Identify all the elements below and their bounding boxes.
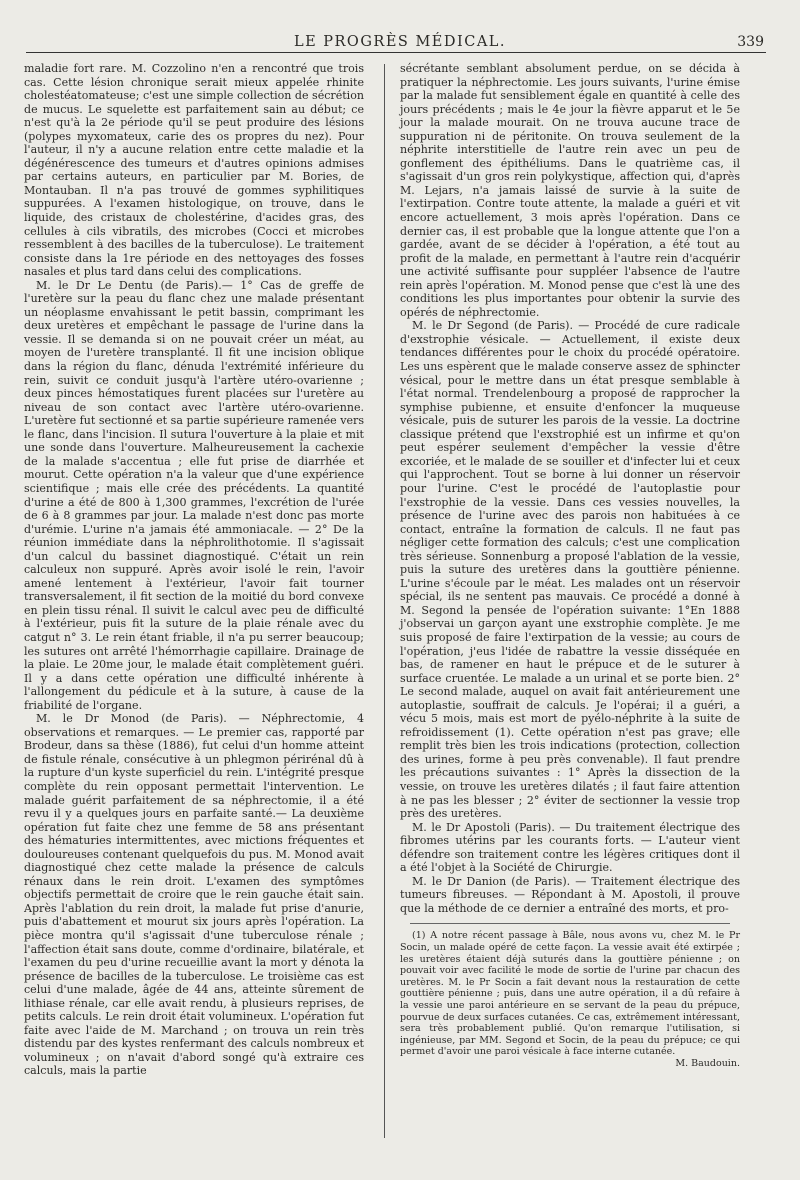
footnote-signature: M. Baudouin. bbox=[675, 1057, 740, 1069]
paragraph-monod: M. le Dr Monod (de Paris). — Néphrectomie, 4 observations et remarques. — Le premier cas, rapporté par Brodeur, dans sa thèse (1886), fut celui d'un homme atteint de fistule rénale, consécutive à un phlegmon périrénal dû à la rupture d'un kyste superficiel du rein. L'intégrité presque complète du rein opposant permettait l'intervention. Le malade guérit parfaitement de sa néphrectomie, il a été revu il y a quelques jours en parfaite santé.— La deuxième opération fut faite chez une femme de 58 ans présentant des hématuries intermittentes, avec mictions fréquentes et douloureuses contenant quelquefois du pus. M. Monod avait diagnostiqué chez cette malade la présence de calculs rénaux dans le rein droit. L'examen des symptômes objectifs permettait de croire que le rein gauche était sain. Après l'ablation du rein droit, la malade fut prise d'anurie, puis d'abattement et mourut six jours après l'opération. La pièce montra qu'il s'agissait d'une tuberculose rénale ; l'affection était sans doute, comme d'ordinaire, bilatérale, et l'examen du peu d'urine recueillie avant la mort y dénota la présence de bacilles de la tuberculose. Le troisième cas est celui d'une malade, âgée de 44 ans, atteinte sûrement de lithiase rénale, car elle avait rendu, à plusieurs reprises, de petits calculs. Le rein droit était volumineux. L'opération fut faite avec l'aide de M. Marchand ; on trouva un rein très distendu par des kystes renfermant des calculs nombreux et volumineux ; on n'avait d'abord songé qu'à extraire ces calculs, mais la partie bbox=[24, 712, 364, 1078]
paragraph-segond: M. le Dr Segond (de Paris). — Procédé de cure radicale d'exstrophie vésicale. — Actuellement, il existe deux tendances différentes pour le choix du procédé opératoire. Les uns espèrent que le malade conserve assez de sphincter vésical, pour le mettre dans un état presque semblable à l'état normal. Trendelenbourg a proposé de rapprocher la symphise pubienne, et ensuite d'enfoncer la muqueuse vésicale, puis de suturer les parois de la vessie. La doctrine classique prétend que l'exstrophié est un infirme et qu'on peut espérer seulement d'empêcher la vessie d'être excoriée, et le malade de se souiller et d'infecter lui et ceux qui l'approchent. Tout se borne à lui donner un réservoir pour l'urine. C'est le procédé de l'autoplastie pour l'exstrophie de la vessie. Dans ces vessies nouvelles, la présence de l'urine avec des parois non habituées à ce contact, entraîne la formation de calculs. Il ne faut pas négliger cette formation des calculs; c'est une complication très sérieuse. Sonnenburg a proposé l'ablation de la vessie, puis la suture des uretères dans la gouttière pénienne. L'urine s'écoule par le méat. Les malades ont un réservoir spécial, ils ne sentent pas mauvais. Ce procédé a donné à M. Segond la pensée de l'opération suivante: 1°En 1888 j'observai un garçon ayant une exstrophie complète. Je me suis proposé de faire l'extirpation de la vessie; au cours de l'opération, j'eus l'idée de rabattre la vessie disséquée en bas, de ramener en haut le prépuce et de le suturer à surface cruentée. Le malade a un urinal et se porte bien. 2° Le second malade, auquel on avait fait antérieurement une autoplastie, souffrait de calculs. Je l'opérai; il a guéri, a vécu 5 mois, mais est mort de pyélo-néphrite à la suite de refroidissement (1). Cette opération n'est pas grave; elle remplit très bien les trois indications (protection, collection des urines, forme à peu près convenable). Il faut prendre les précautions suivantes : 1° Après la dissection de la vessie, on trouve les uretères dilatés ; il faut faire attention à ne pas les blesser ; 2° éviter de sectionner la vessie trop près des uretères. bbox=[400, 319, 740, 821]
paragraph-le-dentu: M. le Dr Le Dentu (de Paris).— 1° Cas de greffe de l'uretère sur la peau du flanc chez une malade présentant un néoplasme envahissant le petit bassin, comprimant les deux uretères et empêchant le passage de l'urine dans la vessie. Il se demanda si on ne pouvait créer un méat, au moyen de l'uretère transplanté. Il fit une incision oblique dans la région du flanc, dénuda l'extrémité inférieure du rein, suivit ce conduit jusqu'à l'artère utéro-ovarienne ; deux pinces hémostatiques furent placées sur l'uretère au niveau de son contact avec l'artère utéro-ovarienne. L'uretère fut sectionné et sa partie supérieure ramenée vers le flanc, dans l'incision. Il sutura l'ouverture à la plaie et mit une sonde dans l'ouverture. Malheureusement la cachexie de la malade s'accentua ; elle fut prise de diarrhée et mourut. Cette opération n'a la valeur que d'une expérience scientifique ; mais elle crée des précédents. La quantité d'urine a été de 800 à 1,300 grammes, l'excrétion de l'urée de 6 à 8 grammes par jour. La malade n'est donc pas morte d'urémie. L'urine n'a jamais été ammoniacale. — 2° De la réunion immédiate dans la néphrolithotomie. Il s'agissait d'un calcul du bassinet diagnostiqué. C'était un rein calculeux non suppuré. Après avoir isolé le rein, l'avoir amené lentement à l'extérieur, l'avoir fait tourner transversalement, il fit section de la moitié du bord convexe en plein tissu rénal. Il suivit le calcul avec peu de difficulté à l'extérieur, puis fit la suture de la plaie rénale avec du catgut n° 3. Le rein étant friable, il n'a pu serrer beaucoup; les sutures ont arrêté l'hémorrhagie capillaire. Drainage de la plaie. Le 20me jour, le malade était complètement guéri. Il y a dans cette opération une difficulté inhérente à l'allongement du pédicule et à la suture, à cause de la friabilité de l'organe. bbox=[24, 278, 364, 712]
column-divider bbox=[384, 64, 385, 1138]
footnote-rule bbox=[410, 923, 730, 924]
header-rule bbox=[26, 52, 766, 53]
right-column bbox=[400, 62, 740, 1070]
paragraph-danion: M. le Dr Danion (de Paris). — Traitement électrique des tumeurs fibreuses. — Répondant à M. Apostoli, il prouve que la méthode de ce dernier a entraîné des morts, et pro- bbox=[400, 874, 740, 915]
page-number: 339 bbox=[737, 34, 764, 50]
paragraph-cozzolino-continuation: maladie fort rare. M. Cozzolino n'en a rencontré que trois cas. Cette lésion chronique serait mieux appelée rhinite cholestéatomateuse; c'est une simple collection de sécrétion de mucus. Le squelette est parfaitement sain au début; ce n'est qu'à la 2e période qu'il se peut produire des lésions (polypes myxomateux, carie des os propres du nez). Pour l'auteur, il n'y a aucune relation entre cette maladie et la dégénérescence des tumeurs et d'autres opinions admises par certains auteurs, en particulier par M. Bories, de Montauban. Il n'a pas trouvé de gommes syphilitiques suppurées. A l'examen histologique, on trouve, dans le liquide, des cristaux de cholestérine, d'acides gras, des cellules à cils vibratils, des microbes (Cocci et microbes ressemblent à des bacilles de la tuberculose). Le traitement consiste dans la 1re période en des nettoyages des fosses nasales et plus tard dans celui des complications. bbox=[24, 62, 364, 279]
journal-title: LE PROGRÈS MÉDICAL. bbox=[293, 34, 507, 50]
paragraph-monod-continuation: sécrétante semblant absolument perdue, on se décida à pratiquer la néphrectomie. Les jours suivants, l'urine émise par la malade fut sensiblement égale en quantité à celle des jours précédents ; mais le 4e jour la fièvre apparut et le 5e jour la malade mourait. On ne trouva aucune trace de suppuration ni de péritonite. On trouva seulement de la néphrite interstitielle de l'autre rein avec un peu de gonflement des épithéliums. Dans le quatrième cas, il s'agissait d'un gros rein polykystique, affection qui, d'après M. Lejars, n'a jamais laissé de survie à la suite de l'extirpation. Contre toute attente, la malade a guéri et vit encore actuellement, 3 mois après l'opération. Dans ce dernier cas, il est probable que la longue attente que l'on a gardée, avant de se décider à l'opération, a été tout au profit de la malade, en permettant à l'autre rein d'acquérir une activité suffisante pour suppléer l'absence de l'autre rein après l'opération. M. Monod pense que c'est là une des conditions les plus importantes pour obtenir la survie des opérés de néphrectomie. bbox=[400, 62, 740, 319]
footnote: (1) A notre récent passage à Bâle, nous avons vu, chez M. le Pr Socin, un malade opéré de cette façon. La vessie avait été extirpée ; les uretères étaient déjà suturés dans la gouttière pénienne ; on pouvait voir avec facilité le mode de sortie de l'urine par chacun des uretères. M. le Pr Socin a fait devant nous la restauration de cette gouttière pénienne ; puis, dans une autre opération, il a dû refaire à la vessie une paroi antérieure en se servant de la peau du prépuce, pourvue de deux surfaces cutanées. Ce cas, extrêmement intéressant, sera très probablement publié. Qu'on remarque l'utilisation, si ingénieuse, par MM. Segond et Socin, de la peau du prépuce; ce qui permet d'avoir une paroi vésicale à face interne cutanée. bbox=[400, 930, 740, 1058]
left-column bbox=[24, 62, 364, 1078]
paragraph-apostoli: M. le Dr Apostoli (Paris). — Du traitement électrique des fibromes utérins par les courants forts. — L'auteur vient défendre son traitement contre les légères critiques dont il a été l'objet à la Société de Chirurgie. bbox=[400, 820, 740, 875]
